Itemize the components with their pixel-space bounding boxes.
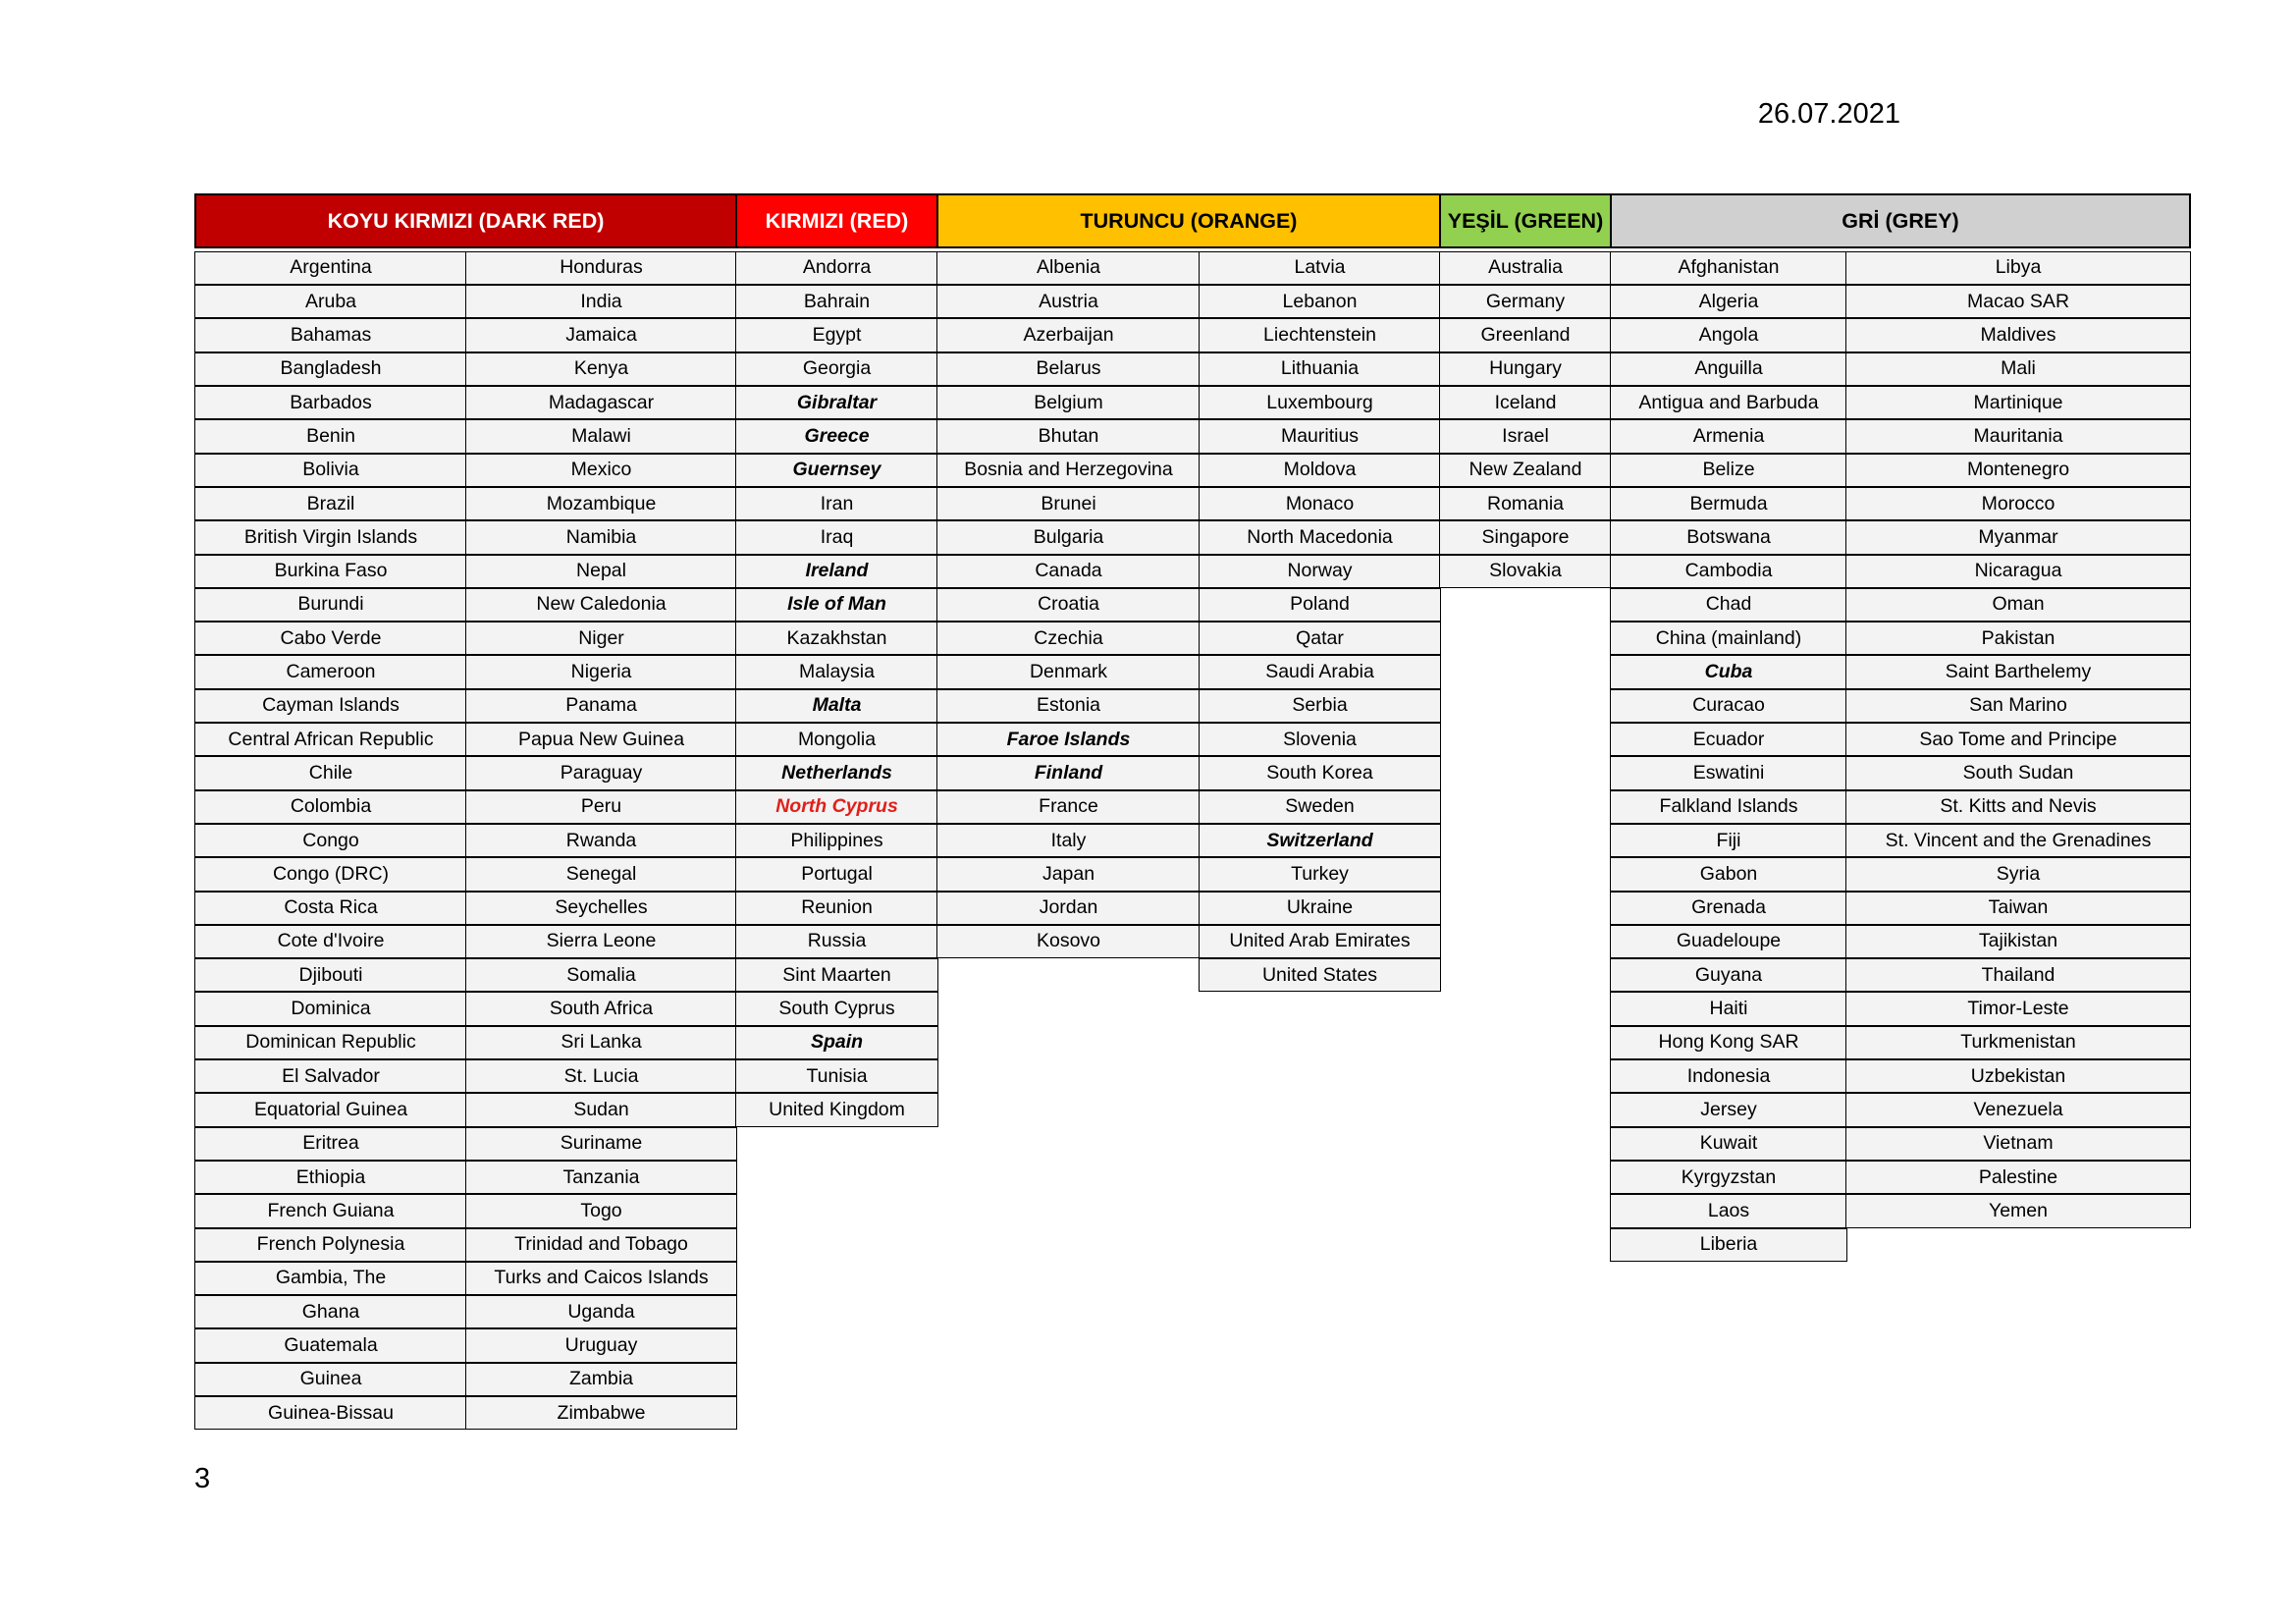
country-cell: Italy (936, 824, 1200, 857)
country-cell: Barbados (194, 386, 466, 419)
country-cell: Grenada (1610, 892, 1846, 925)
country-cell: St. Vincent and the Grenadines (1845, 824, 2190, 857)
document-date: 26.07.2021 (1757, 98, 1900, 130)
country-cell: Andorra (735, 251, 937, 285)
country-cell: Estonia (936, 689, 1200, 723)
country-cell: Iceland (1439, 386, 1611, 419)
country-cell: Djibouti (194, 958, 466, 992)
country-cell: Myanmar (1845, 520, 2190, 554)
country-cell: St. Kitts and Nevis (1845, 790, 2190, 824)
country-cell: Morocco (1845, 487, 2190, 520)
country-cell: Argentina (194, 251, 466, 285)
country-cell: Nigeria (465, 655, 736, 688)
country-cell: Senegal (465, 857, 736, 891)
country-cell: Bhutan (936, 419, 1200, 453)
country-cell: Burundi (194, 588, 466, 622)
country-cell: Syria (1845, 857, 2190, 891)
country-cell: Bolivia (194, 454, 466, 487)
country-cell: Guinea-Bissau (194, 1396, 466, 1430)
country-cell: Anguilla (1610, 352, 1846, 386)
country-cell: Equatorial Guinea (194, 1093, 466, 1126)
country-cell: United States (1199, 958, 1440, 992)
country-cell: Bahamas (194, 318, 466, 352)
country-cell: South Korea (1199, 756, 1440, 789)
country-cell: Botswana (1610, 520, 1846, 554)
country-cell: Palestine (1845, 1161, 2190, 1194)
country-cell: United Arab Emirates (1199, 925, 1440, 958)
country-cell: Maldives (1845, 318, 2190, 352)
country-cell: Finland (936, 756, 1200, 789)
country-cell: Moldova (1199, 454, 1440, 487)
country-cell: Angola (1610, 318, 1846, 352)
country-cell: Israel (1439, 419, 1611, 453)
country-cell: Turks and Caicos Islands (465, 1262, 736, 1295)
country-cell: Romania (1439, 487, 1611, 520)
country-cell: Peru (465, 790, 736, 824)
country-cell: San Marino (1845, 689, 2190, 723)
country-cell: St. Lucia (465, 1059, 736, 1093)
country-cell: Venezuela (1845, 1093, 2190, 1126)
country-cell: Switzerland (1199, 824, 1440, 857)
country-cell: Central African Republic (194, 723, 466, 756)
country-cell: Norway (1199, 555, 1440, 588)
country-cell: Mexico (465, 454, 736, 487)
country-cell: Chad (1610, 588, 1846, 622)
country-cell: Libya (1845, 251, 2190, 285)
country-cell: Eswatini (1610, 756, 1846, 789)
country-cell: India (465, 285, 736, 318)
country-cell: Luxembourg (1199, 386, 1440, 419)
country-cell: Iraq (735, 520, 937, 554)
country-cell: Japan (936, 857, 1200, 891)
country-cell: Russia (735, 925, 937, 958)
country-cell: Egypt (735, 318, 937, 352)
country-cell: Australia (1439, 251, 1611, 285)
country-cell: Netherlands (735, 756, 937, 789)
country-cell: Paraguay (465, 756, 736, 789)
country-cell: Aruba (194, 285, 466, 318)
country-cell: Saint Barthelemy (1845, 655, 2190, 688)
country-cell: Latvia (1199, 251, 1440, 285)
country-cell: Liechtenstein (1199, 318, 1440, 352)
country-cell: French Guiana (194, 1194, 466, 1227)
country-cell: Oman (1845, 588, 2190, 622)
country-cell: France (936, 790, 1200, 824)
country-cell: Philippines (735, 824, 937, 857)
country-cell: South Sudan (1845, 756, 2190, 789)
country-cell: Sint Maarten (735, 958, 937, 992)
country-cell: Algeria (1610, 285, 1846, 318)
country-cell: Falkland Islands (1610, 790, 1846, 824)
country-cell: Brunei (936, 487, 1200, 520)
country-cell: Canada (936, 555, 1200, 588)
country-cell: New Zealand (1439, 454, 1611, 487)
country-cell: Turkmenistan (1845, 1026, 2190, 1059)
country-cell: Malaysia (735, 655, 937, 688)
country-cell: Ukraine (1199, 892, 1440, 925)
country-cell: Tajikistan (1845, 925, 2190, 958)
country-cell: North Cyprus (735, 790, 937, 824)
country-cell: Uzbekistan (1845, 1059, 2190, 1093)
country-cell: Qatar (1199, 622, 1440, 655)
country-cell: Tunisia (735, 1059, 937, 1093)
country-cell: Eritrea (194, 1127, 466, 1161)
country-cell: Pakistan (1845, 622, 2190, 655)
country-cell: Serbia (1199, 689, 1440, 723)
country-cell: Sudan (465, 1093, 736, 1126)
country-cell: Guadeloupe (1610, 925, 1846, 958)
group-header-dark-red: KOYU KIRMIZI (DARK RED) (194, 193, 737, 248)
country-cell: Congo (194, 824, 466, 857)
country-cell: Saudi Arabia (1199, 655, 1440, 688)
country-cell: Greece (735, 419, 937, 453)
country-cell: Dominica (194, 992, 466, 1025)
country-cell: South Africa (465, 992, 736, 1025)
country-cell: Guyana (1610, 958, 1846, 992)
country-cell: Namibia (465, 520, 736, 554)
country-cell: Hungary (1439, 352, 1611, 386)
country-cell: Chile (194, 756, 466, 789)
country-cell: Cote d'Ivoire (194, 925, 466, 958)
country-cell: Spain (735, 1026, 937, 1059)
country-cell: Poland (1199, 588, 1440, 622)
country-cell: Costa Rica (194, 892, 466, 925)
country-cell: Honduras (465, 251, 736, 285)
country-cell: Armenia (1610, 419, 1846, 453)
country-cell: Bahrain (735, 285, 937, 318)
country-cell: Kuwait (1610, 1127, 1846, 1161)
country-cell: Bermuda (1610, 487, 1846, 520)
country-cell: Guinea (194, 1363, 466, 1396)
country-cell: Albenia (936, 251, 1200, 285)
country-cell: Gambia, The (194, 1262, 466, 1295)
country-cell: Montenegro (1845, 454, 2190, 487)
country-cell: Vietnam (1845, 1127, 2190, 1161)
country-cell: British Virgin Islands (194, 520, 466, 554)
country-cell: Isle of Man (735, 588, 937, 622)
country-cell: Papua New Guinea (465, 723, 736, 756)
country-cell: Sri Lanka (465, 1026, 736, 1059)
page-number: 3 (194, 1463, 211, 1494)
country-cell: Niger (465, 622, 736, 655)
group-header-grey: GRİ (GREY) (1610, 193, 2191, 248)
country-cell: Indonesia (1610, 1059, 1846, 1093)
country-cell: Malawi (465, 419, 736, 453)
country-cell: Turkey (1199, 857, 1440, 891)
country-cell: Liberia (1610, 1228, 1846, 1262)
country-cell: Bosnia and Herzegovina (936, 454, 1200, 487)
country-cell: Zimbabwe (465, 1396, 736, 1430)
country-cell: Guernsey (735, 454, 937, 487)
country-cell: New Caledonia (465, 588, 736, 622)
country-cell: Jordan (936, 892, 1200, 925)
country-cell: North Macedonia (1199, 520, 1440, 554)
country-cell: Greenland (1439, 318, 1611, 352)
country-cell: Gabon (1610, 857, 1846, 891)
country-cell: Gibraltar (735, 386, 937, 419)
country-cell: Kenya (465, 352, 736, 386)
country-cell: Guatemala (194, 1328, 466, 1362)
country-cell: Togo (465, 1194, 736, 1227)
country-cell: Dominican Republic (194, 1026, 466, 1059)
country-cell: Cameroon (194, 655, 466, 688)
country-cell: Seychelles (465, 892, 736, 925)
country-cell: Lithuania (1199, 352, 1440, 386)
country-cell: El Salvador (194, 1059, 466, 1093)
country-cell: Burkina Faso (194, 555, 466, 588)
country-cell: Thailand (1845, 958, 2190, 992)
country-cell: Timor-Leste (1845, 992, 2190, 1025)
country-cell: Haiti (1610, 992, 1846, 1025)
country-cell: Curacao (1610, 689, 1846, 723)
country-cell: Mongolia (735, 723, 937, 756)
country-cell: Azerbaijan (936, 318, 1200, 352)
country-cell: Cuba (1610, 655, 1846, 688)
group-header-orange: TURUNCU (ORANGE) (936, 193, 1441, 248)
country-cell: Slovenia (1199, 723, 1440, 756)
group-header-green: YEŞİL (GREEN) (1439, 193, 1612, 248)
country-cell: Zambia (465, 1363, 736, 1396)
country-cell: Nicaragua (1845, 555, 2190, 588)
country-cell: Belarus (936, 352, 1200, 386)
country-cell: French Polynesia (194, 1228, 466, 1262)
country-cell: Congo (DRC) (194, 857, 466, 891)
country-cell: Slovakia (1439, 555, 1611, 588)
country-cell: Afghanistan (1610, 251, 1846, 285)
country-cell: Sweden (1199, 790, 1440, 824)
country-cell: Czechia (936, 622, 1200, 655)
country-cell: Kyrgyzstan (1610, 1161, 1846, 1194)
country-cell: Cayman Islands (194, 689, 466, 723)
country-cell: Portugal (735, 857, 937, 891)
country-cell: Nepal (465, 555, 736, 588)
country-cell: Taiwan (1845, 892, 2190, 925)
country-cell: Yemen (1845, 1194, 2190, 1227)
country-cell: Laos (1610, 1194, 1846, 1227)
country-cell: Somalia (465, 958, 736, 992)
country-cell: Brazil (194, 487, 466, 520)
country-cell: Antigua and Barbuda (1610, 386, 1846, 419)
country-cell: Jamaica (465, 318, 736, 352)
country-cell: Sierra Leone (465, 925, 736, 958)
country-cell: Germany (1439, 285, 1611, 318)
country-cell: Mauritius (1199, 419, 1440, 453)
country-cell: Croatia (936, 588, 1200, 622)
country-cell: United Kingdom (735, 1093, 937, 1126)
country-cell: South Cyprus (735, 992, 937, 1025)
country-cell: Trinidad and Tobago (465, 1228, 736, 1262)
country-cell: Colombia (194, 790, 466, 824)
country-cell: Cabo Verde (194, 622, 466, 655)
country-cell: Georgia (735, 352, 937, 386)
country-cell: Lebanon (1199, 285, 1440, 318)
country-cell: Sao Tome and Principe (1845, 723, 2190, 756)
country-cell: Bulgaria (936, 520, 1200, 554)
country-cell: Hong Kong SAR (1610, 1026, 1846, 1059)
country-cell: Ireland (735, 555, 937, 588)
country-cell: Fiji (1610, 824, 1846, 857)
country-cell: Mali (1845, 352, 2190, 386)
country-cell: Suriname (465, 1127, 736, 1161)
country-cell: Belize (1610, 454, 1846, 487)
country-cell: Bangladesh (194, 352, 466, 386)
country-cell: Belgium (936, 386, 1200, 419)
country-cell: Mauritania (1845, 419, 2190, 453)
country-cell: Ethiopia (194, 1161, 466, 1194)
country-cell: Jersey (1610, 1093, 1846, 1126)
country-cell: Kosovo (936, 925, 1200, 958)
country-cell: Austria (936, 285, 1200, 318)
country-cell: Monaco (1199, 487, 1440, 520)
group-header-red: KIRMIZI (RED) (735, 193, 938, 248)
country-cell: Singapore (1439, 520, 1611, 554)
country-cell: Uruguay (465, 1328, 736, 1362)
country-cell: Ecuador (1610, 723, 1846, 756)
country-cell: Kazakhstan (735, 622, 937, 655)
country-cell: Martinique (1845, 386, 2190, 419)
country-cell: Reunion (735, 892, 937, 925)
country-cell: Denmark (936, 655, 1200, 688)
country-cell: Madagascar (465, 386, 736, 419)
country-cell: Malta (735, 689, 937, 723)
country-cell: Benin (194, 419, 466, 453)
country-cell: Cambodia (1610, 555, 1846, 588)
country-cell: Ghana (194, 1295, 466, 1328)
country-cell: China (mainland) (1610, 622, 1846, 655)
country-cell: Faroe Islands (936, 723, 1200, 756)
country-cell: Macao SAR (1845, 285, 2190, 318)
country-cell: Rwanda (465, 824, 736, 857)
country-cell: Iran (735, 487, 937, 520)
country-cell: Tanzania (465, 1161, 736, 1194)
country-cell: Mozambique (465, 487, 736, 520)
country-cell: Uganda (465, 1295, 736, 1328)
country-cell: Panama (465, 689, 736, 723)
